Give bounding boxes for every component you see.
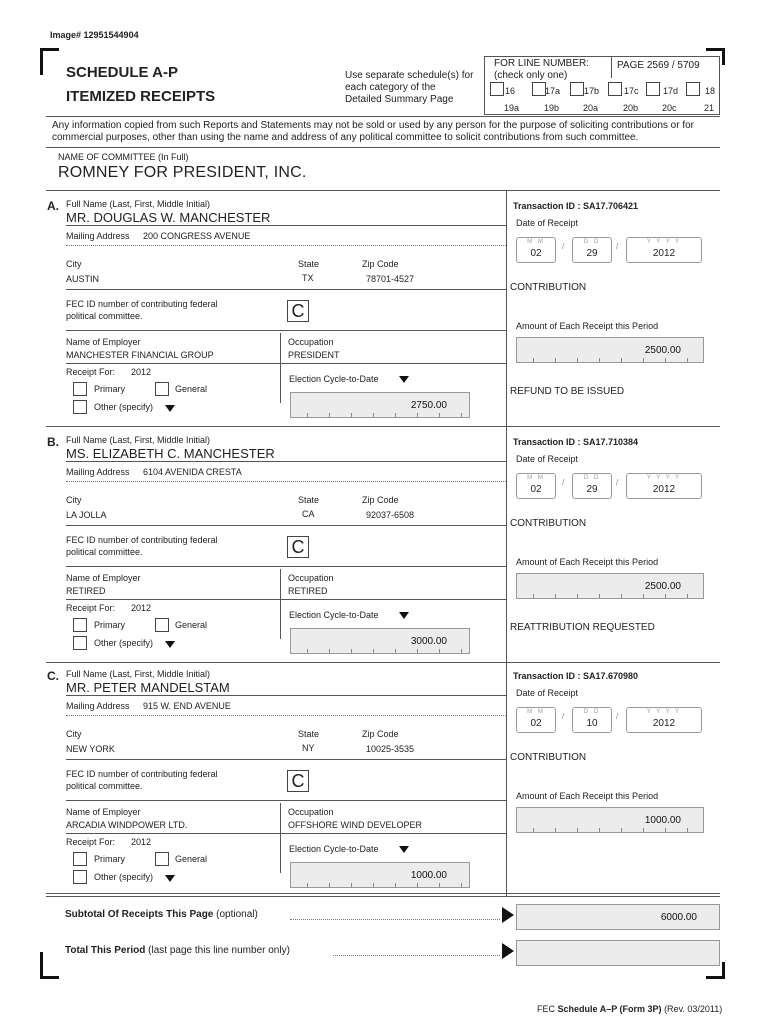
field-tick <box>643 358 644 362</box>
footer-form: Schedule A–P (Form 3P) <box>557 1004 662 1014</box>
rule-dotted <box>66 245 506 246</box>
line-checkbox-17a[interactable] <box>532 82 546 96</box>
field-tick <box>439 649 440 653</box>
rule <box>66 833 506 834</box>
month-placeholder: M M <box>527 239 545 245</box>
state-label: State <box>298 729 320 739</box>
line-label-20a: 20a <box>583 103 599 113</box>
contributor-name: MR. PETER MANDELSTAM <box>66 680 230 695</box>
receipt-for-label: Receipt For: <box>66 367 116 377</box>
field-tick <box>555 594 556 598</box>
line-label-18: 18 <box>705 86 716 96</box>
general-checkbox[interactable] <box>155 852 169 866</box>
cycle-to-date-value: 1000.00 <box>410 870 447 881</box>
primary-label: Primary <box>94 384 125 394</box>
occupation-value: OFFSHORE WIND DEVELOPER <box>288 820 423 830</box>
mailing-address-value: 915 W. END AVENUE <box>143 701 231 711</box>
mailing-address-value: 6104 AVENIDA CRESTA <box>143 467 242 477</box>
other-checkbox[interactable] <box>73 636 87 650</box>
rule-vertical <box>280 803 281 873</box>
field-tick <box>665 828 666 832</box>
date-separator: / <box>562 712 565 721</box>
field-tick <box>665 594 666 598</box>
general-label: General <box>175 620 208 630</box>
full-name-label: Full Name (Last, First, Middle Initial) <box>66 435 211 445</box>
field-tick <box>461 883 462 887</box>
line-label-20c: 20c <box>662 103 677 113</box>
check-only-one: (check only one) <box>494 70 568 81</box>
zip-label: Zip Code <box>362 259 399 269</box>
year-placeholder: Y Y Y Y <box>646 709 682 715</box>
subtotal-label: Subtotal Of Receipts This Page <box>65 909 214 920</box>
field-tick <box>307 883 308 887</box>
field-tick <box>687 358 688 362</box>
other-dropdown-icon[interactable] <box>165 641 175 648</box>
rule-vertical <box>280 569 281 639</box>
receipt-for-label: Receipt For: <box>66 837 116 847</box>
receipt-year-value: 2012 <box>131 367 152 377</box>
cycle-to-date-box <box>290 628 470 654</box>
mailing-address-label: Mailing Address <box>66 701 130 711</box>
receipt-month: 02 <box>530 248 542 259</box>
receipt-year: 2012 <box>652 248 676 259</box>
receipt-year-box <box>626 237 702 263</box>
fec-id-label: FEC ID number of contributing federal political committee. <box>66 299 218 321</box>
field-tick <box>555 828 556 832</box>
field-tick <box>307 649 308 653</box>
field-tick <box>621 594 622 598</box>
cycle-to-date-box <box>290 392 470 418</box>
receipt-year: 2012 <box>652 718 676 729</box>
entry-letter: C. <box>47 669 59 683</box>
date-separator: / <box>616 242 619 251</box>
field-tick <box>351 413 352 417</box>
date-of-receipt-label: Date of Receipt <box>516 688 579 698</box>
subtotal-note: (optional) <box>216 909 258 920</box>
election-cycle-dropdown-icon[interactable] <box>399 612 409 619</box>
election-cycle-dropdown-icon[interactable] <box>399 846 409 853</box>
line-checkbox-17c[interactable] <box>608 82 622 96</box>
field-tick <box>395 649 396 653</box>
employer-value: RETIRED <box>66 586 106 596</box>
primary-checkbox[interactable] <box>73 618 87 632</box>
employer-label: Name of Employer <box>66 807 141 817</box>
receipt-year-value: 2012 <box>131 603 152 613</box>
field-tick <box>577 594 578 598</box>
receipt-amount: 2500.00 <box>644 345 681 356</box>
rule <box>66 599 506 600</box>
line-label-17d: 17d <box>663 86 679 96</box>
other-dropdown-icon[interactable] <box>165 875 175 882</box>
state-label: State <box>298 259 320 269</box>
rule-vertical <box>506 427 507 663</box>
line-checkbox-18[interactable] <box>686 82 700 96</box>
contributor-name: MR. DOUGLAS W. MANCHESTER <box>66 210 271 225</box>
total-arrow-icon <box>502 943 514 959</box>
field-tick <box>687 594 688 598</box>
notice-text: Any information copied from such Reports and Statements may not be sold or used by any person for the purpose of soliciting contributions or for commercial purposes, other than using the name and address of any political committee to solicit contributions from such committee. <box>52 120 695 143</box>
line-label-17a: 17a <box>545 86 561 96</box>
line-checkbox-17d[interactable] <box>646 82 660 96</box>
city-value: LA JOLLA <box>66 510 107 520</box>
receipt-day: 29 <box>586 248 598 259</box>
field-tick <box>665 358 666 362</box>
rule <box>66 759 506 760</box>
state-label: State <box>298 495 320 505</box>
field-tick <box>621 358 622 362</box>
year-placeholder: Y Y Y Y <box>646 475 682 481</box>
receipt-year-value: 2012 <box>131 837 152 847</box>
rule-vertical <box>280 333 281 403</box>
other-label: Other (specify) <box>94 402 154 412</box>
receipt-day-box <box>572 237 612 263</box>
receipt-year-box <box>626 707 702 733</box>
line-checkbox-16[interactable] <box>490 82 504 96</box>
field-tick <box>461 413 462 417</box>
page-number: PAGE 2569 / 5709 <box>617 60 700 71</box>
receipt-for-label: Receipt For: <box>66 603 116 613</box>
memo-text: REFUND TO BE ISSUED <box>510 386 625 397</box>
month-placeholder: M M <box>527 709 545 715</box>
rule <box>46 662 720 663</box>
total-note: (last page this line number only) <box>148 945 290 956</box>
line-label-16: 16 <box>505 86 516 96</box>
field-tick <box>643 594 644 598</box>
receipt-amount-box <box>516 807 704 833</box>
employer-label: Name of Employer <box>66 573 141 583</box>
cycle-to-date-value: 2750.00 <box>410 400 447 411</box>
line-label-19a: 19a <box>504 103 520 113</box>
occupation-value: PRESIDENT <box>288 350 340 360</box>
day-placeholder: D D <box>583 709 601 715</box>
rule <box>66 566 506 567</box>
city-label: City <box>66 729 82 739</box>
fec-id-label: FEC ID number of contributing federal political committee. <box>66 535 218 557</box>
line-label-20b: 20b <box>623 103 639 113</box>
zip-label: Zip Code <box>362 729 399 739</box>
line-label-17c: 17c <box>624 86 639 96</box>
election-cycle-label: Election Cycle-to-Date <box>289 610 379 620</box>
field-tick <box>621 828 622 832</box>
city-label: City <box>66 495 82 505</box>
field-tick <box>461 649 462 653</box>
receipt-amount-box <box>516 573 704 599</box>
field-tick <box>307 413 308 417</box>
general-label: General <box>175 854 208 864</box>
employer-label: Name of Employer <box>66 337 141 347</box>
fec-id-code-box: C <box>287 770 309 792</box>
field-tick <box>439 413 440 417</box>
schedule-subtitle: ITEMIZED RECEIPTS <box>66 88 216 105</box>
line-checkbox-17b[interactable] <box>570 82 584 96</box>
field-tick <box>329 649 330 653</box>
date-separator: / <box>616 478 619 487</box>
rule <box>66 695 506 696</box>
rule <box>46 896 720 897</box>
occupation-label: Occupation <box>288 807 334 817</box>
other-label: Other (specify) <box>94 872 154 882</box>
mailing-address-label: Mailing Address <box>66 467 130 477</box>
field-tick <box>599 828 600 832</box>
rule <box>66 461 506 462</box>
field-tick <box>395 883 396 887</box>
total-label: Total This Period <box>65 945 146 956</box>
field-tick <box>533 358 534 362</box>
field-tick <box>599 358 600 362</box>
receipt-amount: 2500.00 <box>644 581 681 592</box>
rule <box>66 289 506 290</box>
field-tick <box>417 413 418 417</box>
receipt-type: CONTRIBUTION <box>510 518 587 529</box>
receipt-month-box <box>516 237 556 263</box>
rule <box>46 426 720 427</box>
receipt-day-box <box>572 707 612 733</box>
cycle-to-date-value: 3000.00 <box>410 636 447 647</box>
state-value: NY <box>302 743 315 753</box>
year-placeholder: Y Y Y Y <box>646 239 682 245</box>
field-tick <box>687 828 688 832</box>
line-label-21: 21 <box>704 103 715 113</box>
general-label: General <box>175 384 208 394</box>
subtotal-row <box>65 909 258 920</box>
field-tick <box>373 413 374 417</box>
election-cycle-dropdown-icon[interactable] <box>399 376 409 383</box>
field-tick <box>577 358 578 362</box>
other-dropdown-icon[interactable] <box>165 405 175 412</box>
date-separator: / <box>616 712 619 721</box>
full-name-label: Full Name (Last, First, Middle Initial) <box>66 199 211 209</box>
corner-mark-bottom-right <box>706 962 725 979</box>
rule-vertical <box>506 191 507 427</box>
field-tick <box>555 358 556 362</box>
receipt-type: CONTRIBUTION <box>510 752 587 763</box>
corner-mark-top-left <box>40 48 59 75</box>
footer-rev: (Rev. 03/2011) <box>664 1004 723 1014</box>
total-amount-box <box>516 940 720 966</box>
receipt-month-box <box>516 707 556 733</box>
receipt-day: 10 <box>586 718 598 729</box>
other-checkbox[interactable] <box>73 400 87 414</box>
field-tick <box>643 828 644 832</box>
date-of-receipt-label: Date of Receipt <box>516 218 579 228</box>
amount-label: Amount of Each Receipt this Period <box>516 321 659 331</box>
transaction-id: Transaction ID : SA17.670980 <box>513 671 639 681</box>
entry-letter: A. <box>47 199 59 213</box>
line-label-17b: 17b <box>584 86 600 96</box>
rule-vertical <box>506 661 507 897</box>
city-value: NEW YORK <box>66 744 115 754</box>
receipt-type: CONTRIBUTION <box>510 282 587 293</box>
footer-prefix: FEC <box>537 1004 555 1014</box>
other-label: Other (specify) <box>94 638 154 648</box>
fec-id-label: FEC ID number of contributing federal political committee. <box>66 769 218 791</box>
day-placeholder: D D <box>583 239 601 245</box>
field-tick <box>533 594 534 598</box>
primary-checkbox[interactable] <box>73 382 87 396</box>
zip-value: 10025-3535 <box>366 744 415 754</box>
date-separator: / <box>562 478 565 487</box>
election-cycle-label: Election Cycle-to-Date <box>289 844 379 854</box>
entry-letter: B. <box>47 435 59 449</box>
occupation-value: RETIRED <box>288 586 328 596</box>
zip-label: Zip Code <box>362 495 399 505</box>
receipt-amount: 1000.00 <box>644 815 681 826</box>
total-row <box>65 945 290 956</box>
form-footer <box>537 1004 722 1014</box>
rule <box>66 330 506 331</box>
receipt-amount-box <box>516 337 704 363</box>
receipt-month-box <box>516 473 556 499</box>
field-tick <box>599 594 600 598</box>
rule <box>66 363 506 364</box>
field-tick <box>351 883 352 887</box>
committee-name: ROMNEY FOR PRESIDENT, INC. <box>58 164 307 181</box>
general-checkbox[interactable] <box>155 618 169 632</box>
subtotal-value: 6000.00 <box>660 912 697 923</box>
employer-value: ARCADIA WINDPOWER LTD. <box>66 820 188 830</box>
receipt-day-box <box>572 473 612 499</box>
date-separator: / <box>562 242 565 251</box>
election-cycle-label: Election Cycle-to-Date <box>289 374 379 384</box>
amount-label: Amount of Each Receipt this Period <box>516 557 659 567</box>
city-value: AUSTIN <box>66 274 100 284</box>
cycle-to-date-box <box>290 862 470 888</box>
primary-label: Primary <box>94 620 125 630</box>
field-tick <box>329 413 330 417</box>
primary-checkbox[interactable] <box>73 852 87 866</box>
other-checkbox[interactable] <box>73 870 87 884</box>
transaction-id: Transaction ID : SA17.706421 <box>513 201 639 211</box>
rule <box>66 525 506 526</box>
rule-dotted <box>66 481 506 482</box>
schedule-title: SCHEDULE A-P <box>66 64 178 81</box>
subtotal-arrow-icon <box>502 907 514 923</box>
field-tick <box>329 883 330 887</box>
general-checkbox[interactable] <box>155 382 169 396</box>
occupation-label: Occupation <box>288 573 334 583</box>
transaction-id: Transaction ID : SA17.710384 <box>513 437 639 447</box>
field-tick <box>373 883 374 887</box>
contributor-name: MS. ELIZABETH C. MANCHESTER <box>66 446 275 461</box>
employer-value: MANCHESTER FINANCIAL GROUP <box>66 350 214 360</box>
field-tick <box>351 649 352 653</box>
city-label: City <box>66 259 82 269</box>
month-placeholder: M M <box>527 475 545 481</box>
rule <box>66 800 506 801</box>
line-label-19b: 19b <box>544 103 560 113</box>
for-line-label: FOR LINE NUMBER: <box>494 58 590 69</box>
field-tick <box>533 828 534 832</box>
memo-text: REATTRIBUTION REQUESTED <box>510 622 655 633</box>
receipt-day: 29 <box>586 484 598 495</box>
fec-id-code-box: C <box>287 300 309 322</box>
state-value: CA <box>302 509 315 519</box>
mailing-address-label: Mailing Address <box>66 231 130 241</box>
primary-label: Primary <box>94 854 125 864</box>
field-tick <box>439 883 440 887</box>
field-tick <box>417 649 418 653</box>
committee-label: NAME OF COMMITTEE (In Full) <box>58 152 189 162</box>
receipt-year: 2012 <box>652 484 676 495</box>
state-value: TX <box>302 273 314 283</box>
fec-id-code-box: C <box>287 536 309 558</box>
amount-label: Amount of Each Receipt this Period <box>516 791 659 801</box>
date-of-receipt-label: Date of Receipt <box>516 454 579 464</box>
receipt-year-box <box>626 473 702 499</box>
receipt-month: 02 <box>530 718 542 729</box>
zip-value: 78701-4527 <box>366 274 415 284</box>
field-tick <box>417 883 418 887</box>
receipt-month: 02 <box>530 484 542 495</box>
rule-dotted <box>66 715 506 716</box>
field-tick <box>395 413 396 417</box>
rule <box>66 225 506 226</box>
day-placeholder: D D <box>583 475 601 481</box>
image-id: Image# 12951544904 <box>50 30 139 40</box>
field-tick <box>577 828 578 832</box>
subtotal-amount-box <box>516 904 720 930</box>
zip-value: 92037-6508 <box>366 510 415 520</box>
corner-mark-bottom-left <box>40 952 59 979</box>
mailing-address-value: 200 CONGRESS AVENUE <box>143 231 251 241</box>
field-tick <box>373 649 374 653</box>
occupation-label: Occupation <box>288 337 334 347</box>
header-instruction: Use separate schedule(s) for each category of the Detailed Summary Page <box>345 70 474 105</box>
full-name-label: Full Name (Last, First, Middle Initial) <box>66 669 211 679</box>
